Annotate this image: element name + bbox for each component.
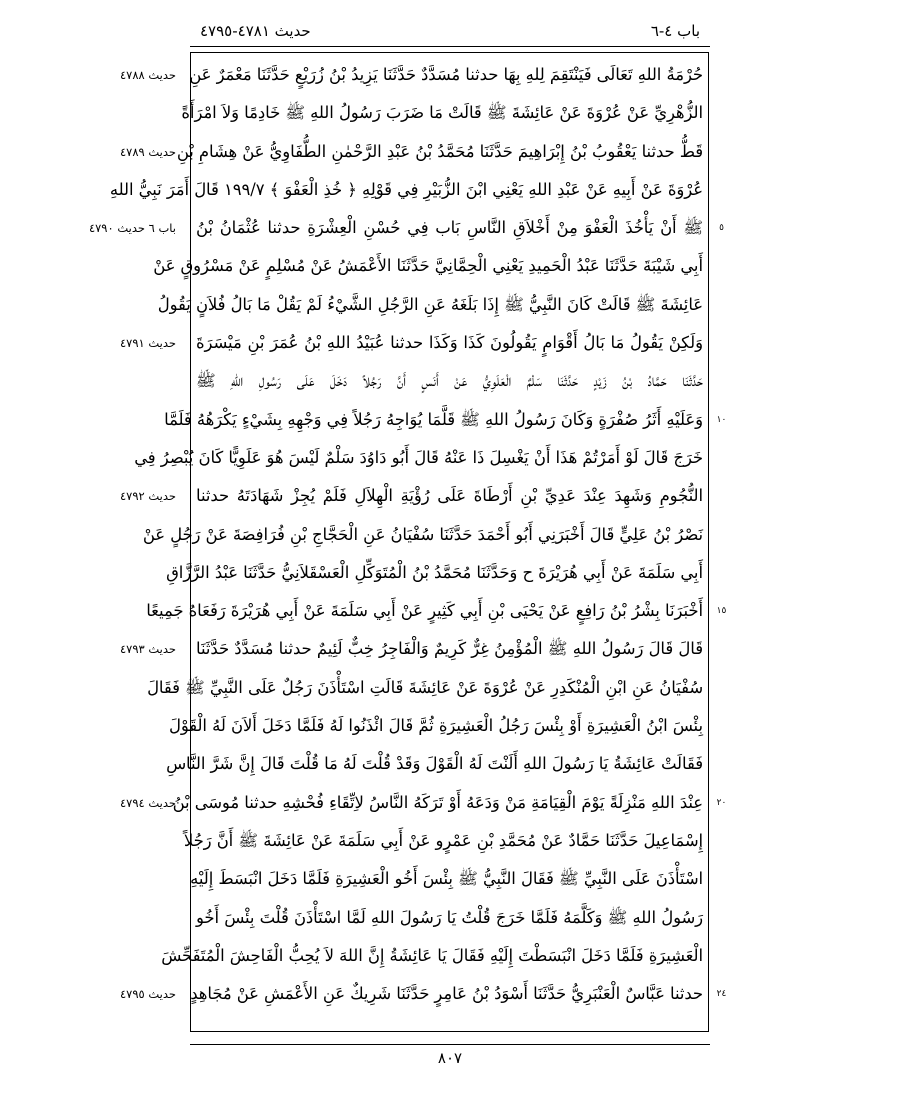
line-number (711, 669, 732, 707)
text-line: حُرْمَةُ اللهِ تَعَالَى فَيَنْتَقِمَ لِلهِ بِهَا حدثنا مُسَدَّدٌ حَدَّثَنَا يَزِيدُ بْنُ زُرَيْعٍ حَدَّثَنَا مَعْمَرٌ عَنِ (189, 65, 703, 84)
text-line: خَرَجَ قَالَ لَوْ أَمَرْتُمْ هَذَا أَنْ يَغْسِلَ ذَا عَنْهُ قَالَ أَبُو دَاوُدَ سَلْمٌ لَيْسَ هُوَ عَلَوِيًّا كَانَ يُبْصِرُ فِي (134, 447, 703, 467)
line-number: ٥ (719, 223, 724, 234)
margin-ref (0, 286, 186, 324)
text-line: عِنْدَ اللهِ مَنْزِلَةً يَوْمَ الْقِيَامَةِ مَنْ وَدَعَهُ أَوْ تَرَكَهُ النَّاسُ لاِتِّقَاءِ فُحْشِهِ حدثنا مُوسَى بْنُ (172, 792, 703, 812)
margin-ref: حديث ٤٧٩٤ (119, 795, 176, 810)
margin-ref (0, 822, 186, 860)
line-number (711, 94, 732, 132)
text-line: وَعَلَيْهِ أَثَرُ صُفْرَةٍ وَكَانَ رَسُولُ اللهِ ﷺ قَلَّمَا يُوَاجِهُ رَجُلاً فِي وَجْهِهِ بِشَيْءٍ يَكْرَهُهُ فَلَمَّا (164, 409, 703, 429)
text-line: حَدَّثَنَا حَمَّادُ بْنُ زَيْدٍ حَدَّثَنَا سَلْمٌ الْعَلَوِيُّ عَنْ أَنَسٍ أَنَّ رَجُلاً دَخَلَ عَلَى رَسُولِ اللهِ ﷺ (196, 371, 703, 391)
text-line: رَسُولُ اللهِ ﷺ وَكَلَّمَهُ فَلَمَّا خَرَجَ قُلْتُ يَا رَسُولَ اللهِ لَمَّا اسْتَأْذَنَ قُلْتَ بِئْسَ أَخُو (196, 907, 703, 927)
margin-ref (0, 439, 186, 477)
margin-ref: حديث ٤٧٩٢ (119, 489, 176, 504)
text-line: نَصْرُ بْنُ عَلِيٍّ قَالَ أَخْبَرَنِي أَبُو أَحْمَدَ حَدَّثَنَا سُفْيَانُ عَنِ الْحَجَّاجِ بْنِ فُرَافِصَةَ عَنْ رَجُلٍ عَنْ (142, 524, 703, 544)
margin-ref (0, 592, 186, 630)
line-number (711, 286, 732, 324)
line-number (711, 937, 732, 975)
margin-ref: باب ٦ حديث ٤٧٩٠ (88, 221, 176, 236)
line-number (711, 133, 732, 171)
line-number (711, 324, 732, 362)
line-number (711, 477, 732, 515)
line-number (711, 707, 732, 745)
margin-ref (0, 171, 186, 209)
running-header (190, 18, 710, 48)
line-number: ١٠ (716, 414, 727, 425)
margin-ref: حديث ٤٧٩١ (119, 336, 176, 351)
line-number (711, 554, 732, 592)
text-line: بِئْسَ ابْنُ الْعَشِيرَةِ أَوْ بِئْسَ رَجُلُ الْعَشِيرَةِ ثُمَّ قَالَ ائْذَنُوا لَهُ فَلَمَّا دَخَلَ أَلاَنَ لَهُ الْقَوْلَ (168, 716, 703, 736)
text-line: اسْتَأْذَنَ عَلَى النَّبِيِّ ﷺ فَقَالَ النَّبِيُّ ﷺ بِئْسَ أَخُو الْعَشِيرَةِ فَلَمَّا دَخَلَ انْبَسَطَ إِلَيْهِ (190, 869, 703, 889)
margin-ref (0, 94, 186, 132)
text-line: فَقَالَتْ عَائِشَةُ يَا رَسُولَ اللهِ أَلَنْتَ لَهُ الْقَوْلَ وَقَدْ قُلْتَ لَهُ مَا قُلْتَ قَالَ إِنَّ شَرَّ النَّاسِ (166, 754, 703, 774)
margin-ref: حديث ٤٧٩٥ (119, 987, 176, 1002)
text-line: إِسْمَاعِيلَ حَدَّثَنَا حَمَّادٌ عَنْ مُحَمَّدِ بْنِ عَمْرٍو عَنْ أَبِي سَلَمَةَ عَنْ عَائِشَةَ ﷺ أَنَّ رَجُلاً (183, 830, 703, 850)
text-line: الزُّهْرِيِّ عَنْ عُرْوَةَ عَنْ عَائِشَةَ ﷺ قَالَتْ مَا ضَرَبَ رَسُولُ اللهِ ﷺ خَادِمًا وَلاَ امْرَأَةً (181, 103, 703, 123)
margin-ref (0, 745, 186, 783)
margin-ref (0, 362, 186, 400)
line-number (711, 247, 732, 285)
page-number: ٨٠٧ (437, 1049, 463, 1067)
line-number: ٢٤ (716, 989, 727, 1000)
line-number (711, 630, 732, 668)
margin-ref (0, 899, 186, 937)
line-number (711, 516, 732, 554)
margin-ref (0, 937, 186, 975)
margin-ref (0, 401, 186, 439)
text-line: أَخْبَرَنَا بِشْرُ بْنُ رَافِعٍ عَنْ يَحْيَى بْنِ أَبِي كَثِيرٍ عَنْ أَبِي سَلَمَةَ عَنْ أَبِي هُرَيْرَةَ رَفَعَاهُ جَمِيعًا (146, 601, 703, 621)
footer-rule (190, 1044, 710, 1045)
text-line: النُّجُومِ وَشَهِدَ عِنْدَ عَدِيِّ بْنِ أَرْطَاةَ عَلَى رُؤْيَةِ الْهِلاَلِ فَلَمْ يُجِزْ شَهَادَتَهُ حدثنا (196, 486, 703, 506)
text-line: الْعَشِيرَةِ فَلَمَّا دَخَلَ انْبَسَطْتَ إِلَيْهِ فَقَالَ يَا عَائِشَةُ إِنَّ اللهَ لاَ يُحِبُّ الْفَاحِشَ الْمُتَفَحِّشَ (161, 945, 703, 965)
margin-ref (0, 247, 186, 285)
margin-ref (0, 554, 186, 592)
margin-ref (0, 860, 186, 898)
text-line: أَبِي شَيْبَةَ حَدَّثَنَا عَبْدُ الْحَمِيدِ يَعْنِي الْحِمَّانِيَّ حَدَّثَنَا الأَعْمَشُ عَنْ مُسْلِمٍ عَنْ مَسْرُوقٍ عَنْ (153, 256, 703, 276)
margin-ref (0, 516, 186, 554)
header-chapter: باب ٤-٦ (650, 22, 700, 40)
text-line: حدثنا عَبَّاسٌ الْعَنْبَرِيُّ حَدَّثَنَا أَسْوَدُ بْنُ عَامِرٍ حَدَّثَنَا شَرِيكٌ عَنِ الأَعْمَشِ عَنْ مُجَاهِدٍ (190, 984, 703, 1004)
line-number: ١٥ (716, 606, 727, 617)
line-numbers (711, 56, 732, 1013)
text-line: قَطُّ حدثنا يَعْقُوبُ بْنُ إِبْرَاهِيمَ حَدَّثَنَا مُحَمَّدُ بْنُ عَبْدِ الرَّحْمٰنِ الطُّفَاوِيُّ عَنْ هِشَامِ بْنِ (176, 141, 703, 161)
line-number (711, 362, 732, 400)
text-line: عَائِشَةَ ﷺ قَالَتْ كَانَ النَّبِيُّ ﷺ إِذَا بَلَغَهُ عَنِ الرَّجُلِ الشَّيْءُ لَمْ يَقُلْ مَا بَالُ فُلاَنٍ يَقُولُ (157, 294, 703, 314)
margin-ref (0, 669, 186, 707)
text-line: وَلَكِنْ يَقُولُ مَا بَالُ أَقْوَامٍ يَقُولُونَ كَذَا وَكَذَا حدثنا عُبَيْدُ اللهِ بْنُ عُمَرَ بْنِ مَيْسَرَةَ (196, 333, 703, 353)
text-line: ﷺ أَنْ يَأْخُذَ الْعَفْوَ مِنْ أَخْلاَقِ النَّاسِ بَاب فِي حُسْنِ الْعِشْرَةِ حدثنا عُثْمَانُ بْنُ (196, 218, 703, 238)
margin-ref: حديث ٤٧٩٣ (119, 642, 176, 657)
line-number (711, 56, 732, 94)
margin-ref: حديث ٤٧٨٨ (119, 68, 176, 82)
margin-ref: حديث ٤٧٨٩ (119, 144, 176, 159)
line-number (711, 171, 732, 209)
text-line: سُفْيَانُ عَنِ ابْنِ الْمُنْكَدِرِ عَنْ عُرْوَةَ عَنْ عَائِشَةَ قَالَتِ اسْتَأْذَنَ رَجُلٌ عَلَى النَّبِيِّ ﷺ فَقَالَ (147, 677, 703, 697)
header-hadith-range: حديث ٤٧٨١-٤٧٩٥ (200, 22, 311, 40)
line-number (711, 439, 732, 477)
text-line: عُرْوَةَ عَنْ أَبِيهِ عَنْ عَبْدِ اللهِ يَعْنِي ابْنَ الزُّبَيْرِ فِي قَوْلِهِ ﴿ خُذِ الْعَفْوَ ﴾ ۱۹۹/۷ قَالَ أَمَرَ نَبِيُّ اللهِ (109, 179, 703, 199)
text-line: قَالَ قَالَ رَسُولُ اللهِ ﷺ الْمُؤْمِنُ غِرٌّ كَرِيمٌ وَالْفَاجِرُ خِبٌّ لَئِيمٌ حدثنا مُسَدَّدٌ حَدَّثَنَا (196, 639, 703, 659)
line-number (711, 899, 732, 937)
header-rule (190, 46, 710, 47)
margin-references (0, 56, 186, 1013)
line-number (711, 822, 732, 860)
line-number (711, 745, 732, 783)
margin-ref (0, 707, 186, 745)
text-line: أَبِي سَلَمَةَ عَنْ أَبِي هُرَيْرَةَ ح وَحَدَّثَنَا مُحَمَّدُ بْنُ الْمُتَوَكِّلِ الْعَسْقَلاَنِيُّ حَدَّثَنَا عَبْدُ الرَّزَّاقِ (166, 562, 703, 582)
line-number: ٢٠ (716, 797, 727, 808)
line-number (711, 860, 732, 898)
